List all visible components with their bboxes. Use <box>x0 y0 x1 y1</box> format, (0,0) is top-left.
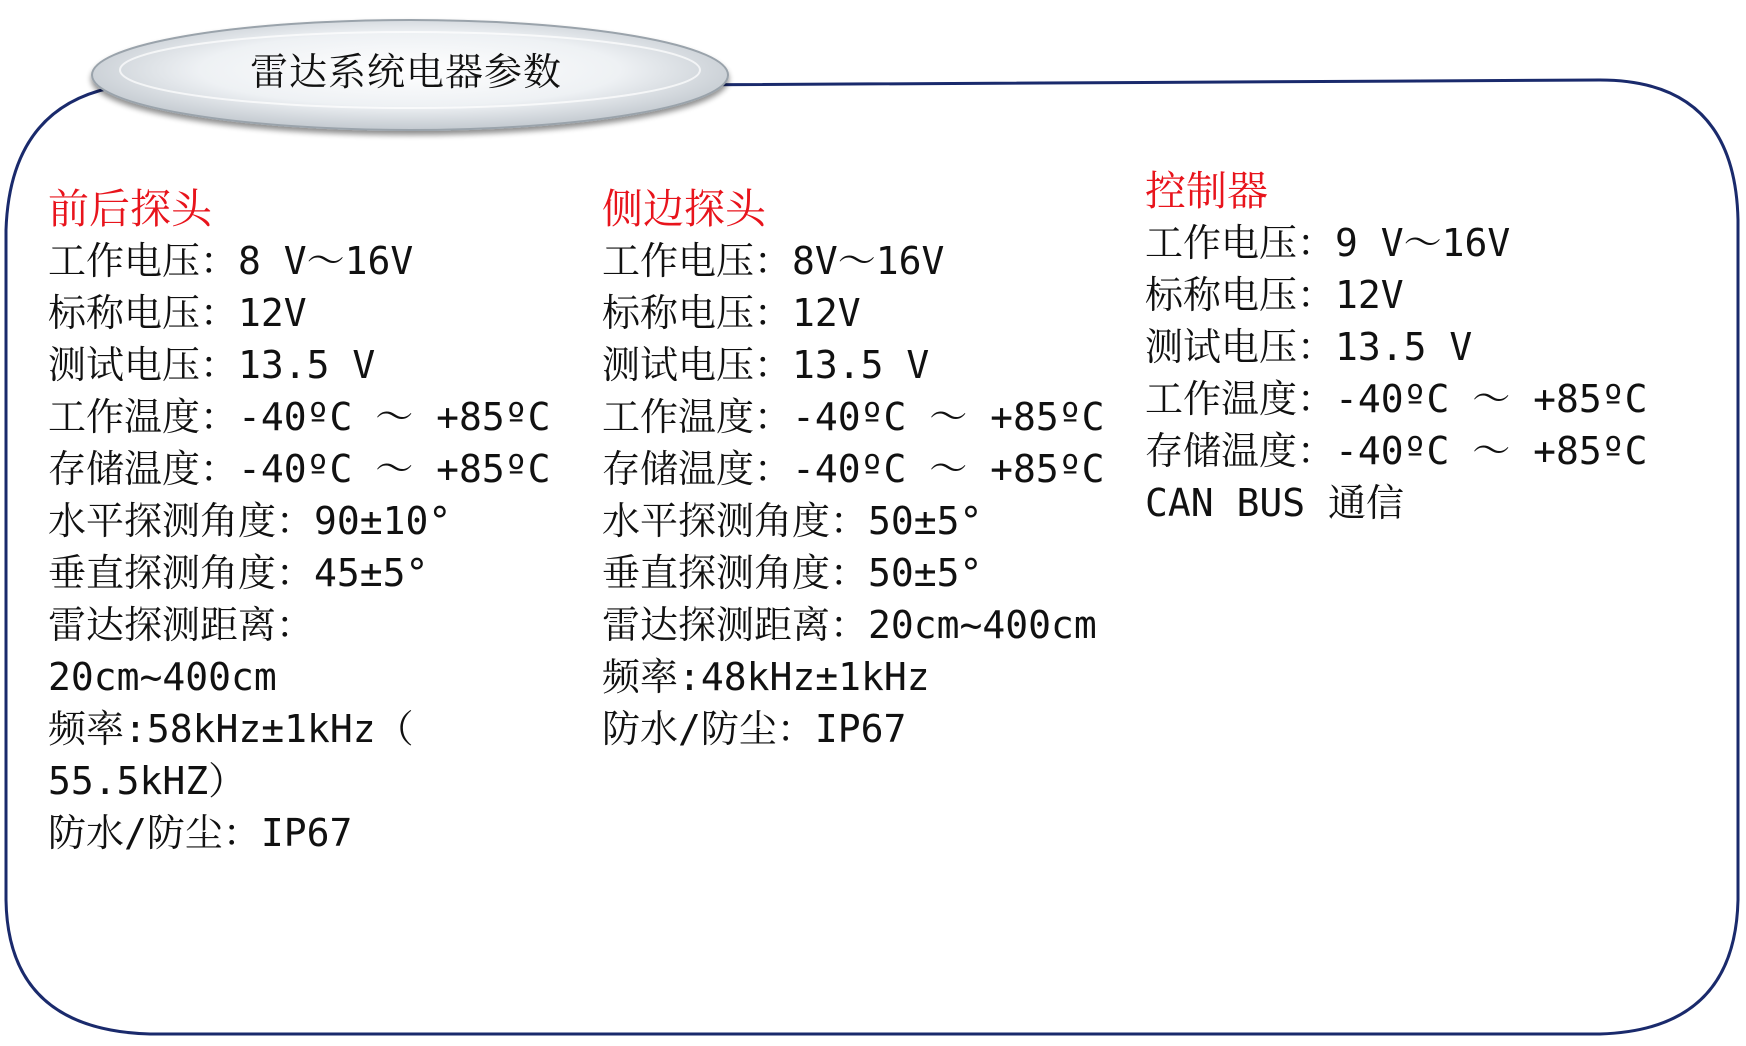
spec-line: 测试电压：13.5 V <box>602 343 930 387</box>
spec-line: 水平探测角度：50±5° <box>602 499 983 543</box>
spec-line: 防水/防尘：IP67 <box>602 707 907 751</box>
spec-line: 标称电压：12V <box>48 291 307 335</box>
section-heading: 侧边探头 <box>602 185 766 233</box>
spec-line: 标称电压：12V <box>602 291 861 335</box>
column-controller <box>1145 165 1648 529</box>
spec-line: 频率:48kHz±1kHz <box>602 655 930 699</box>
spec-line: 存储温度：-40ºC ～ +85ºC <box>48 447 551 491</box>
spec-line: 工作温度：-40ºC ～ +85ºC <box>48 395 551 439</box>
spec-line: 工作温度：-40ºC ～ +85ºC <box>602 395 1105 439</box>
column-side-probe <box>602 183 1105 755</box>
spec-line: 频率:58kHz±1kHz（ <box>48 707 414 751</box>
spec-line: 存储温度：-40ºC ～ +85ºC <box>602 447 1105 491</box>
spec-line: 雷达探测距离： <box>48 603 315 647</box>
spec-line: 防水/防尘：IP67 <box>48 811 353 855</box>
spec-line: 20cm~400cm <box>48 655 277 699</box>
spec-line: 工作电压：9 V～16V <box>1145 221 1511 265</box>
column-front-rear-probe <box>48 183 551 859</box>
spec-line: 水平探测角度：90±10° <box>48 499 452 543</box>
spec-line: 垂直探测角度：45±5° <box>48 551 429 595</box>
spec-line: 测试电压：13.5 V <box>1145 325 1473 369</box>
section-heading: 前后探头 <box>48 185 212 233</box>
page-title: 雷达系统电器参数 <box>250 50 563 94</box>
spec-line: 存储温度：-40ºC ～ +85ºC <box>1145 429 1648 473</box>
spec-line: CAN BUS 通信 <box>1145 481 1405 525</box>
spec-line: 雷达探测距离：20cm~400cm <box>602 603 1097 647</box>
spec-line: 垂直探测角度：50±5° <box>602 551 983 595</box>
spec-line: 工作温度：-40ºC ～ +85ºC <box>1145 377 1648 421</box>
section-heading: 控制器 <box>1145 167 1268 215</box>
spec-line: 工作电压：8 V～16V <box>48 239 414 283</box>
spec-line: 测试电压：13.5 V <box>48 343 376 387</box>
spec-line: 工作电压：8V～16V <box>602 239 945 283</box>
spec-line: 55.5kHZ） <box>48 759 247 803</box>
spec-line: 标称电压：12V <box>1145 273 1404 317</box>
